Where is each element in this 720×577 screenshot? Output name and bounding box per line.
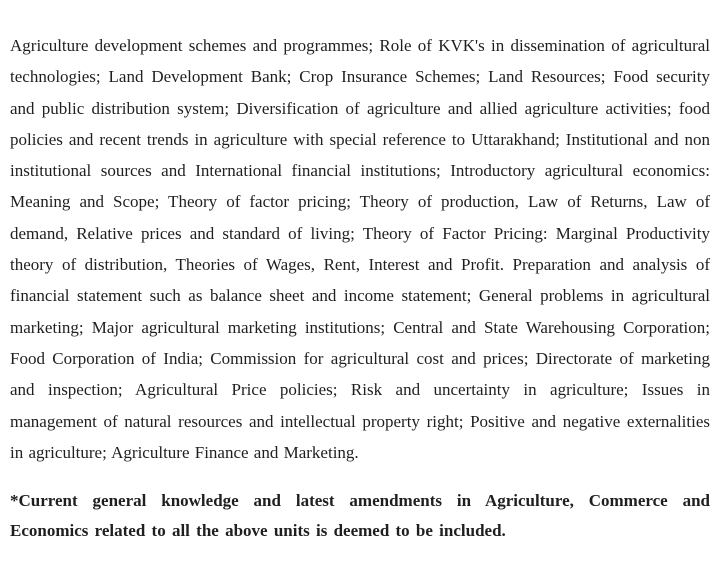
general-knowledge-note: *Current general knowledge and latest amendments in Agriculture, Commerce and Economics related to all the above units is deemed to be included. (10, 491, 710, 541)
syllabus-paragraph: Agriculture development schemes and programmes; Role of KVK's in dissemination of agricultural technologies; Land Development Bank; Crop Insurance Schemes; Land Resources; Food security and public distribution system; Diversification of agriculture and allied agriculture activities; food policies and recent trends in agriculture with special reference to Uttarakhand; Institutional and non institutional sources and International financial institutions; Introductory agricultural economics: Meaning and Scope; Theory of factor pricing; Theory of production, Law of Returns, Law of demand, Relative prices and standard of living; Theory of Factor Pricing: Marginal Productivity theory of distribution, Theories of Wages, Rent, Interest and Profit. Preparation and analysis of financial statement such as balance sheet and income statement; General problems in agricultural marketing; Major agricultural marketing institutions; Central and State Warehousing Corporation; Food Corporation of India; Commission for agricultural cost and prices; Directorate of marketing and inspection; Agricultural Price policies; Risk and uncertainty in agriculture; Issues in management of natural resources and intellectual property right; Positive and negative externalities in agriculture; Agriculture Finance and Marketing. (10, 36, 710, 462)
